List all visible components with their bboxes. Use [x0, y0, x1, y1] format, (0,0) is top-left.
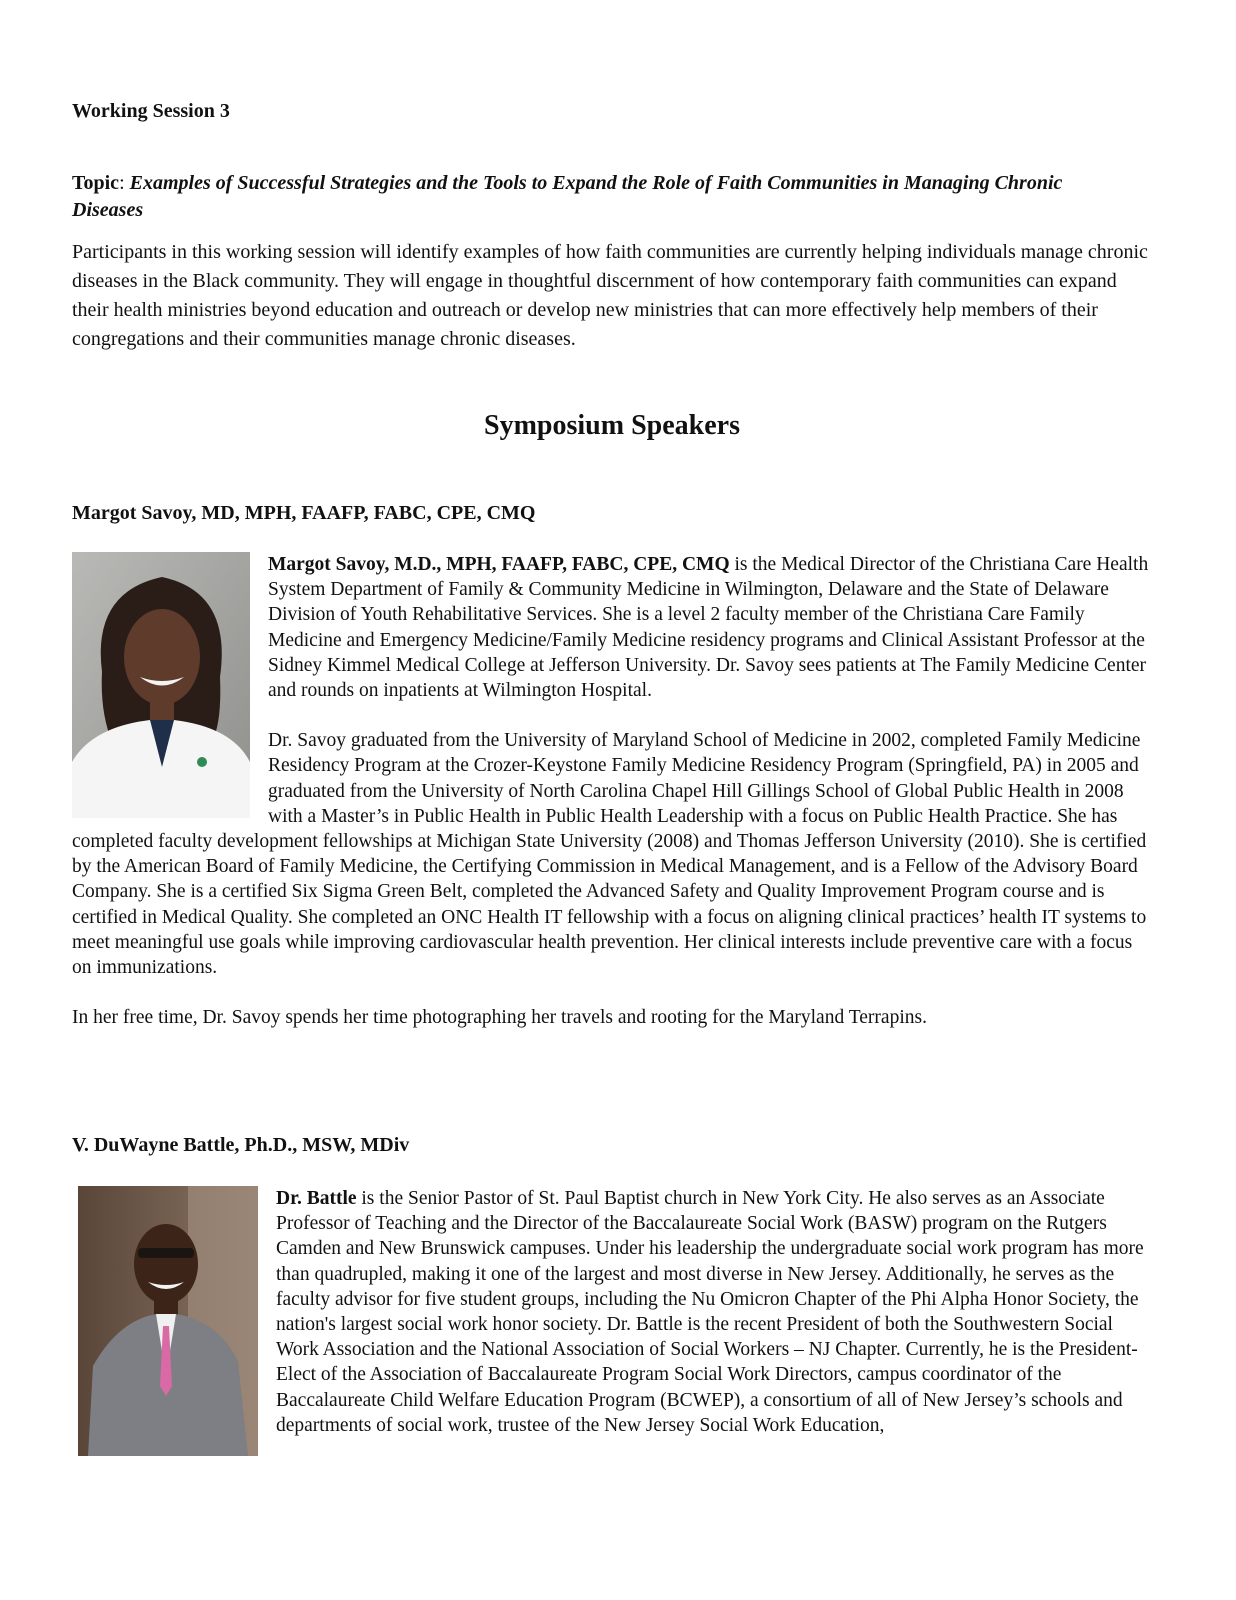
bio-lead-savoy: Margot Savoy, M.D., MPH, FAAFP, FABC, CPE, CMQ — [268, 554, 730, 575]
bio-text-savoy-1: is the Medical Director of the Christiana Care Health System Department of Family & Community Medicine in Wilmington, Delaware and the State of Delaware Division of Youth Rehabilitative Services. She is a level 2 faculty member of the Christiana Care Family Medicine and Emergency Medicine/Family Medicine residency programs and Clinical Assistant Professor at the Sidney Kimmel Medical College at Jefferson University. Dr. Savoy sees patients at The Family Medicine Center and rounds on inpatients at Wilmington Hospital. — [268, 554, 1149, 702]
speaker-bio-battle — [72, 1186, 1152, 1456]
speaker-heading-savoy: Margot Savoy, MD, MPH, FAAFP, FABC, CPE, CMQ — [72, 502, 536, 524]
bio-lead-battle: Dr. Battle — [276, 1188, 357, 1209]
session-description: Participants in this working session will identify examples of how faith communities are currently helping individuals manage chronic diseases in the Black community. They will engage in thoughtful discernment of how contemporary faith communities can expand their health ministries beyond education and outreach or develop new ministries that can more effectively help members of their congregations and their communities manage chronic diseases. — [72, 241, 1148, 350]
speaker-bio-savoy — [72, 552, 1152, 1030]
topic-text: Examples of Successful Strategies and the Tools to Expand the Role of Faith Communities in Managing Chronic Diseases — [72, 172, 1063, 221]
session-title: Working Session 3 — [72, 100, 230, 122]
speakers-heading: Symposium Speakers — [484, 410, 740, 441]
speaker-photo-battle — [78, 1186, 258, 1456]
speaker-photo-savoy — [72, 552, 250, 818]
portrait-photo-icon — [72, 552, 250, 818]
bio-text-battle-1: is the Senior Pastor of St. Paul Baptist church in New York City. He also serves as an Associate Professor of Teaching and the Director of the Baccalaureate Social Work (BASW) program on the Rutgers Camden and New Brunswick campuses. Under his leadership the undergraduate social work program has more than quadrupled, making it one of the largest and most diverse in New Jersey. Additionally, he serves as the faculty advisor for five student groups, including the Nu Omicron Chapter of the Phi Alpha Honor Society, the nation's largest social work honor society. Dr. Battle is the recent President of both the Southwestern Social Work Association and the National Association of Social Workers – NJ Chapter. Currently, he is the President-Elect of the Association of Baccalaureate Program Social Work Directors, campus coordinator of the Baccalaureate Child Welfare Education Program (BCWEP), a consortium of all of New Jersey’s schools and departments of social work, trustee of the New Jersey Social Work Education, — [276, 1188, 1144, 1436]
bio-text-savoy-2: Dr. Savoy graduated from the University of Maryland School of Medicine in 2002, completed Family Medicine Residency Program at the Crozer-Keystone Family Medicine Residency Program (Springfield, PA) in 2005 and graduated from the University of North Carolina Chapel Hill Gillings School of Global Public Health in 2008 with a Master’s in Public Health in Public Health Leadership with a focus on Public Health Practice. She has completed faculty development fellowships at Michigan State University (2008) and Thomas Jefferson University (2010). She is certified by the American Board of Family Medicine, the Certifying Commission in Medical Management, and is a Fellow of the Advisory Board Company. She is a certified Six Sigma Green Belt, completed the Advanced Safety and Quality Improvement Program course and is certified in Medical Quality. She completed an ONC Health IT fellowship with a focus on aligning clinical practices’ health IT systems to meet meaningful use goals while improving cardiovascular health prevention. Her clinical interests include preventive care with a focus on immunizations. — [72, 730, 1147, 979]
bio-text-savoy-3: In her free time, Dr. Savoy spends her time photographing her travels and rooting for the Maryland Terrapins. — [72, 1007, 927, 1029]
portrait-photo-icon — [78, 1186, 258, 1456]
speaker-heading-battle: V. DuWayne Battle, Ph.D., MSW, MDiv — [72, 1134, 410, 1156]
session-topic: Topic: Examples of Successful Strategies and the Tools to Expand the Role of Faith Communities in Managing Chronic Diseases — [72, 172, 1063, 221]
topic-label: Topic — [72, 172, 120, 194]
